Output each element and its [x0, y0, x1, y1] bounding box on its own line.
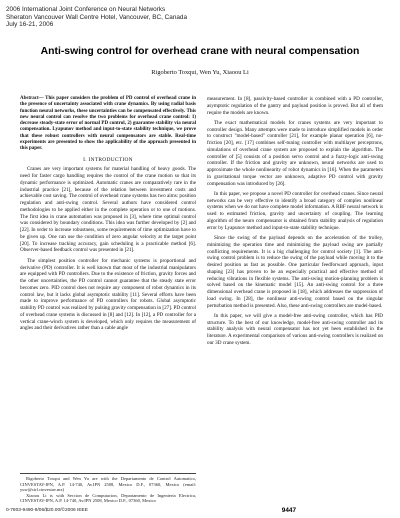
left-column: [20, 96, 196, 336]
right-paragraph-2: The exact mathematical models for cranes systems are very important to controller design. Many attempts were made to introduce simplified models in order to construct "model-based" controller [21], for example planar operation [6], no-friction [20], etc. [17] combines self-tuning controller with multilayer perceptrons, simulations of overhead crane system are proposed to explain the algorithm. The controller of [5] consists of a position servo control and a fuzzy-logic anti-swing controller. If the friction and gravity are unknown, neural networks are used to approximate the whole nonlinearity of robot dynamics in [16]. When the parameters in gravitational torque vector are unknown, adaptive PD control with gravity compensation was introduced by [26].: [207, 119, 383, 187]
isbn-copyright: 0-7803-9490-9/06/$20.00/©2006 IEEE: [6, 508, 88, 513]
conference-date: July 16-21, 2006: [6, 21, 54, 29]
right-paragraph-1: measurement. In [8], passivity-based controller is combined with a PD controller, asymptotic regulation of the gantry and payload position is proved. But all of them require the models are known.: [207, 96, 383, 116]
conference-header: [6, 6, 187, 29]
intro-paragraph-2: The simplest position controller for mechanic systems is proportional and derivative (PD) controller. It is well known that most of the industrial manipulators are equipped with PD controllers. Due to the existence of friction, gravity forces and the other uncertainties, the PD control cannot guarantee that the steady state error becomes zero. PID control does not require any component of robot dynamics in its control law, but it lacks global asymptotic stability [11]. Several efforts have been made to improve performance of PD controllers for robots. Global asymptotic stability PD control was realized by pulsing gravity compensation in [27]. PD control of overhead crane systems is discussed in [8] and [12]. In [12], a PD controller for a vertical crane-winch system is developed, which only requires the measurement of angles and their derivatives rather than a cable angle: [20, 257, 196, 332]
conference-name: 2006 International Joint Conference on Neural Networks: [6, 6, 166, 13]
page-number: 9447: [281, 507, 296, 514]
right-paragraph-5: In this paper, we will give a model-free anti-swing controller, which has PID structure. To the best of our knowledge, model-free anti-swing controller and its stability analysis with neural compensator has not yet been established in the literature. A experimental comparison of various anti-swing controllers is realized on our 3D crane system.: [207, 312, 383, 346]
page-footer: [6, 508, 394, 516]
right-column: [207, 96, 383, 350]
conference-venue: Sheraton Vancouver Wall Centre Hotel, Vancouver, BC, Canada: [6, 13, 188, 21]
abstract: Abstract— This paper considers the problem of PD control of overhead crane in the presence of uncertainty associated with crane dynamics. By using radial basis function neural networks, these uncertainties can be compensated effectively. This new neural control can resolve the two problems for overhead crane control: 1) decrease steady-state error of normal PD control, 2) guarantee stability via neural compensation. Lyapunov method and input-to-state stability technique, we prove that these robust controllers with neural compensators are stable. Real-time experiments are presented to show the applicability of the approach presented in this paper.: [20, 96, 196, 152]
right-paragraph-4: Since the swing of the payload depends on the acceleration of the trolley, minimizing the operation time and minimizing the payload swing are partially conflicting requirements. It is a big challenging for control society [1]. The anti-swing control problem is to reduce the swing of the payload while moving it to the desired position as fast as possible. One particular feedforward approach, input shaping [23] has proven to be an especially practical and effective method of reducing vibrations in flexible systems. The anti-swing motion-planning problem is solved based on the kinematic model [15]. An anti-swing control for a three dimensional overhead crane is proposed in [18], which addresses the suppression of load swing. In [28], the nonlinear anti-swing control based on the singular perturbation method is presented. Also, these anti-swing controllers are model-based.: [207, 235, 383, 309]
paper-title: Anti-swing control for overhead crane with neural compensation: [40, 46, 360, 57]
section-heading-introduction: I. INTRODUCTION: [83, 156, 133, 163]
paper-authors: Rigoberto Toxqui, Wen Yu, Xiaoou Li: [151, 69, 249, 76]
right-paragraph-3: In this paper, we propose a novel PD controller for overhead cranes. Since neural networks can be very effective to identify a broad category of complex nonlinear systems when we do not have complete model information. A RBF neural network is used to estimated friction, gravity and uncertainty of coupling. The learning algorithm of the neuro compensator is obtained from stability analysis of regulation error by Lyapunov method and input-to-state stability technique.: [207, 190, 383, 231]
footnote-affiliation-2: Xiaoou Li is with Seccion de Computacion, Departamento de Ingenieria Electrica, CINVESTAV-IPN, A.P. 14-740, Av.IPN 2508, Mexico D.F., 07360, Mexico: [20, 492, 196, 504]
footnote-affiliation-1: Rigoberto Toxqui and Wen Yu are with the Departamento de Control Automatico, CINVESTAV-IPN, A.P. 14-740, Av.IPN 2508, Mexico D.F., 07360, Mexico (email: yuw@ctrl.cinvestav.mx): [20, 476, 196, 493]
author-footnote: [20, 473, 196, 504]
intro-paragraph-1: Cranes are very important systems for material handling of heavy goods. The need for faster cargo handling requires the control of the crane motion so that its dynamic performance is optimized. Automatic cranes are comparatively rare in the industrial practice [21], because of the relation between investment costs and achievable cost saving. The control of overhead crane systems has two aims: position regulation and anti-swing control. Several authors have considered control methodologies to be applied either in the complete operation or to one of motions. The first idea in crane automation was proposed in [3], where time optimal control was considered by boundary conditions. This idea was further developed by [2] and [22]. In order to increase robustness, some requirements of time optimization have to be given up. One can use the condition of zero angular velocity at the target point [20]. To increase tracking accuracy, gain scheduling is a practicable method [6]. Observer-based feedback control was presented in [21].: [20, 166, 196, 254]
